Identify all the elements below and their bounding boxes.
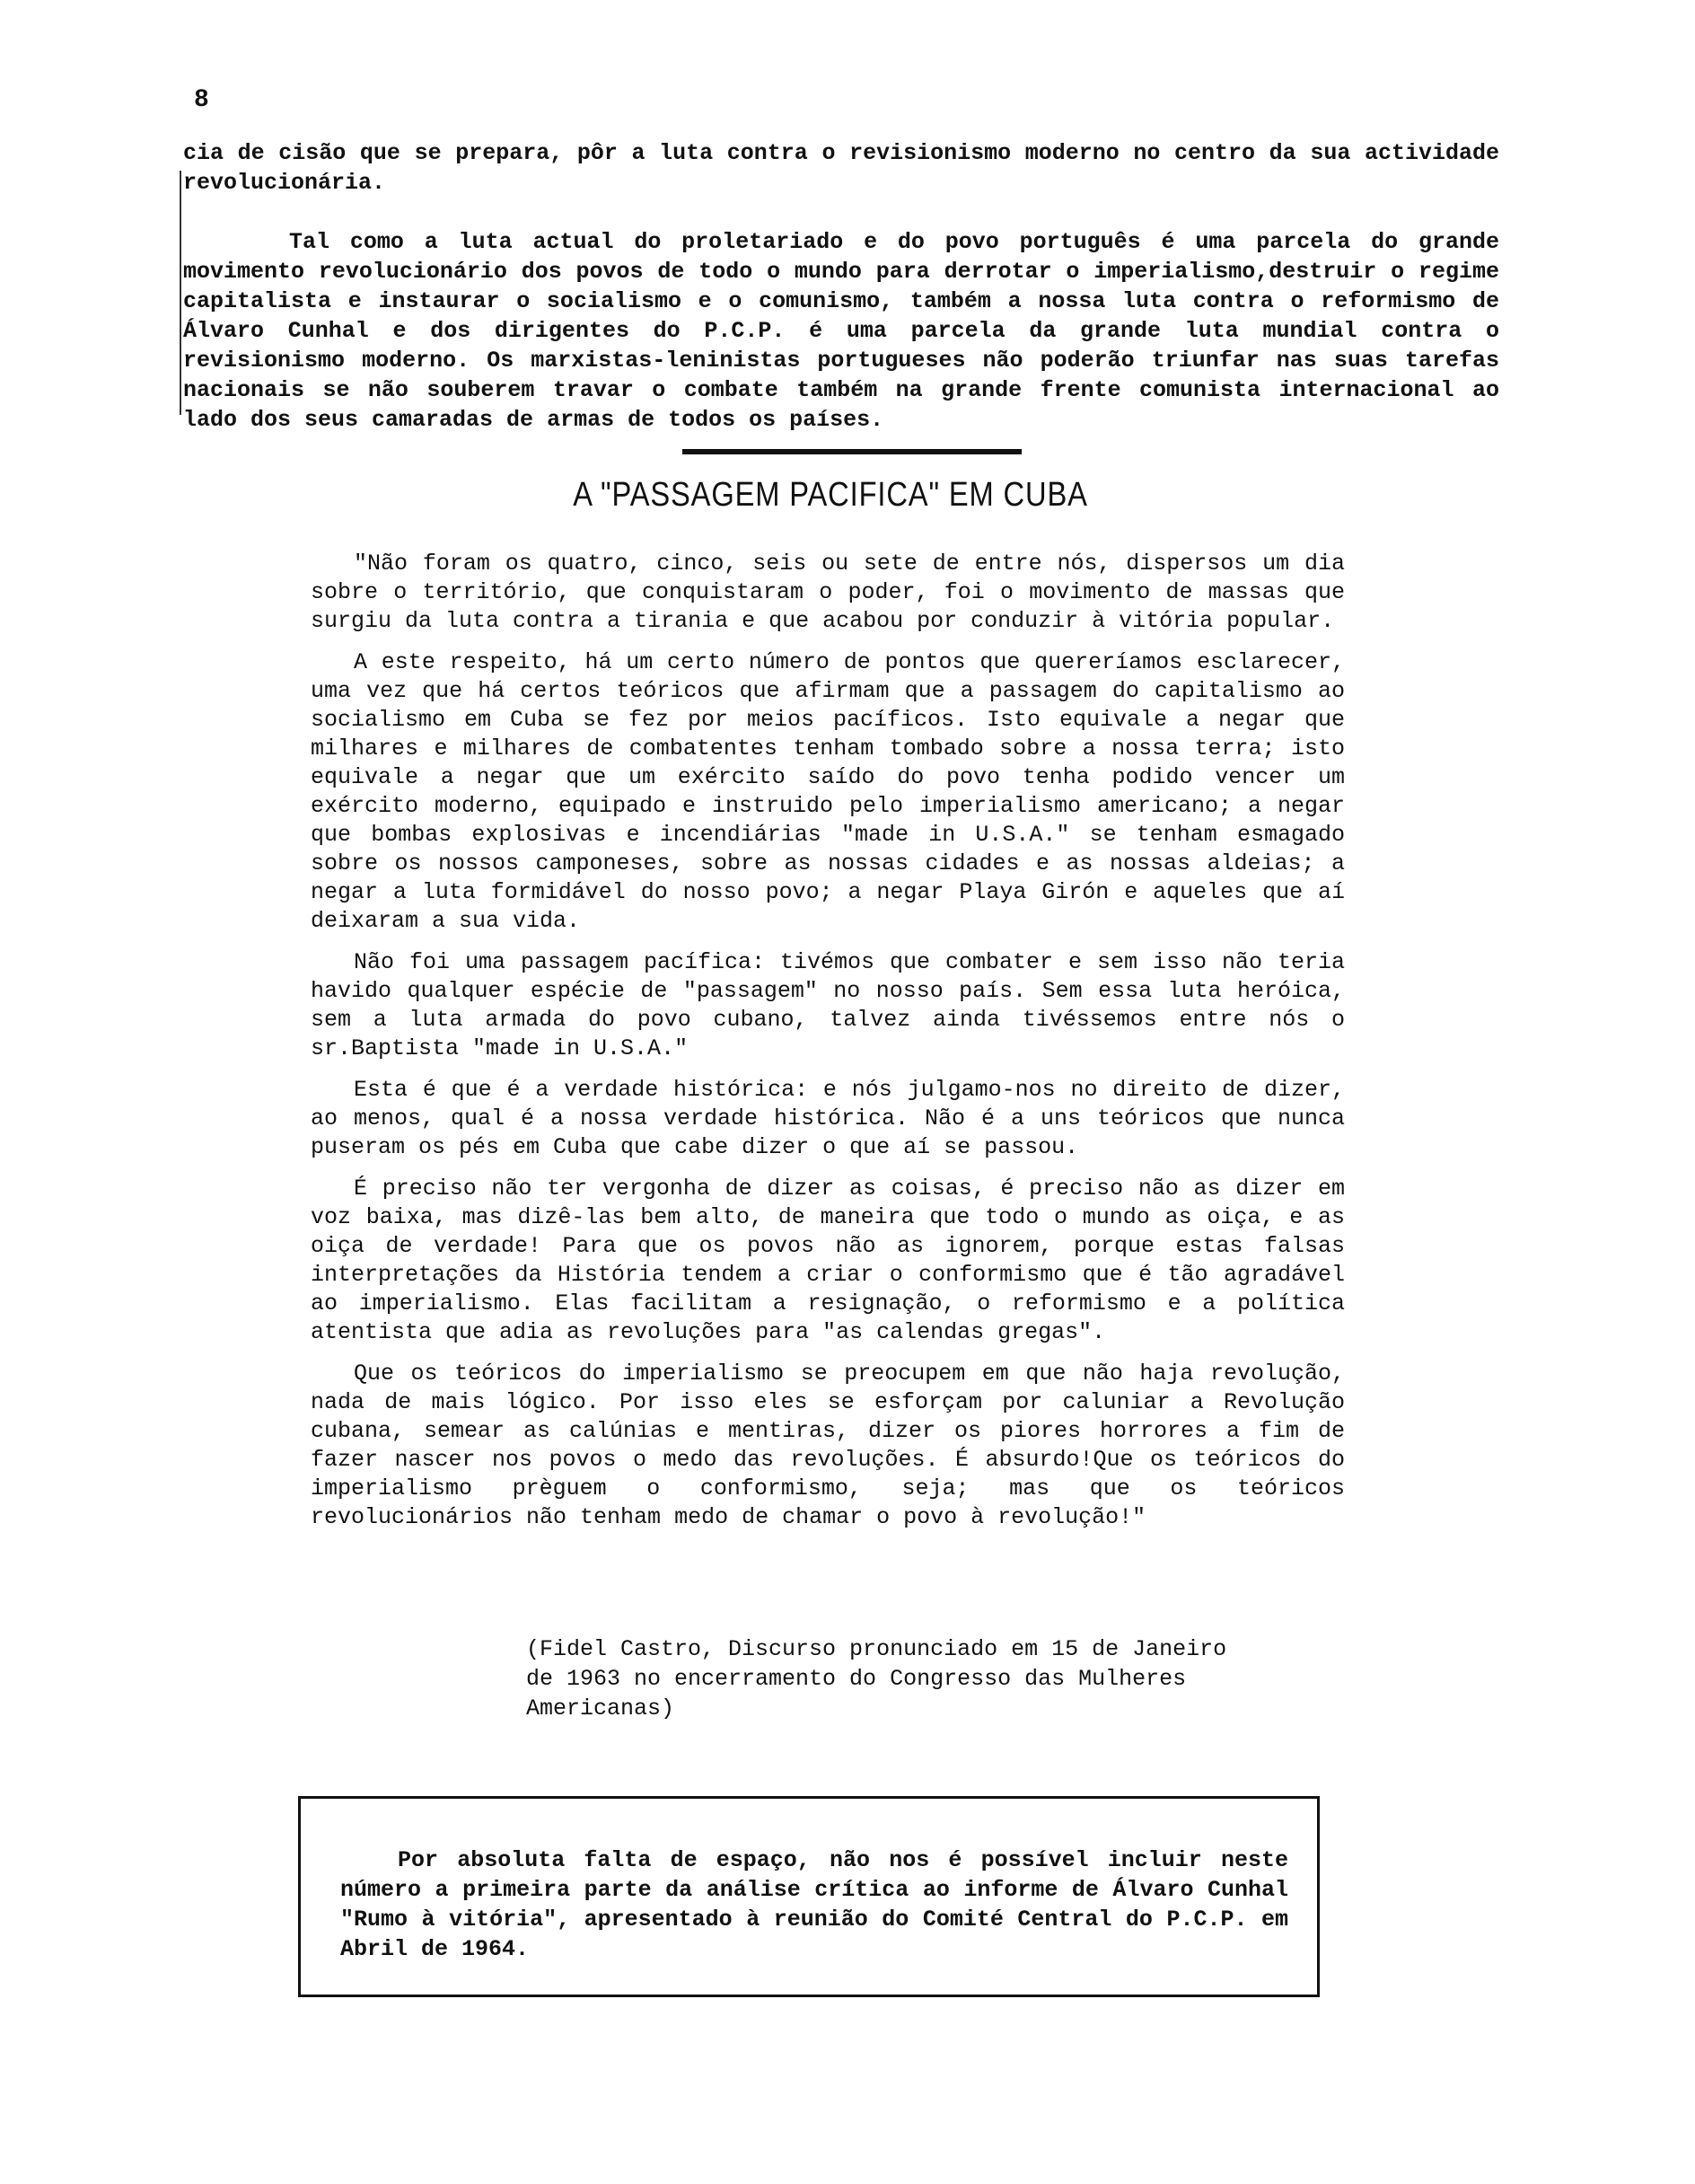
lead-paragraph-2: Tal como a luta actual do proletariado e do povo português é uma parcela do grande movimento revolucionário dos povos de todo o mundo para derrotar o imperialismo,destruir o regime capitalista e instaurar o socialismo e o comunismo, também a nossa luta contra o reformismo de Álvaro Cunhal e dos dirigentes do P.C.P. é uma parcela da grande luta mundial contra o revisionismo moderno. Os marxistas-leninistas portugueses não poderão triunfar nas suas tarefas nacionais se não souberem travar o combate também na grande frente comunista internacional ao lado dos seus camaradas de armas de todos os países.: [183, 229, 1514, 433]
quote-block: [311, 550, 1345, 1545]
margin-line: [180, 171, 181, 415]
quote-citation: (Fidel Castro, Discurso pronunciado em 15 de Janeiro de 1963 no encerramento do Congresso das Mulheres Americanas): [526, 1636, 1227, 1722]
editorial-note-text: Por absoluta falta de espaço, não nos é possível incluir neste número a primeira parte da análise crítica ao informe de Álvaro Cunhal "Rumo à vitória", apresentado à reunião do Comité Central do P.C.P. em Abril de 1964.: [340, 1847, 1288, 1962]
quote-paragraph-1: "Não foram os quatro, cinco, seis ou sete de entre nós, dispersos um dia sobre o território, que conquistaram o poder, foi o movimento de massas que surgiu da luta contra a tirania e que acabou por conduzir à vitória popular.: [311, 550, 1345, 634]
section-title: A "PASSAGEM PACIFICA" EM CUBA: [573, 476, 1088, 514]
quote-paragraph-6: Que os teóricos do imperialismo se preocupem em que não haja revolução, nada de mais lógico. Por isso eles se esforçam por caluniar a Revolução cubana, semear as calúnias e mentiras, dizer os piores horrores a fim de fazer nascer nos povos o medo das revoluções. É absurdo!Que os teóricos do imperialismo prèguem o conformismo, seja; mas que os teóricos revolucionários não tenham medo de chamar o povo à revolução!": [311, 1361, 1345, 1530]
quote-paragraph-2: A este respeito, há um certo número de pontos que quereríamos esclarecer, uma vez que há certos teóricos que afirmam que a passagem do capitalismo ao socialismo em Cuba se fez por meios pacíficos. Isto equivale a negar que milhares e milhares de combatentes tenham tombado sobre a nossa terra; isto equivale a negar que um exército saído do povo tenha podido vencer um exército moderno, equipado e instruido pelo imperialismo americano; a negar que bombas explosivas e incendiárias "made in U.S.A." se tenham esmagado sobre os nossos camponeses, sobre as nossas cidades e as nossas aldeias; a negar a luta formidável do nosso povo; a negar Playa Girón e aqueles que aí deixaram a sua vida.: [311, 649, 1345, 934]
quote-paragraph-4: Esta é que é a verdade histórica: e nós julgamo-nos no direito de dizer, ao menos, qual é a nossa verdade histórica. Não é a uns teóricos que nunca puseram os pés em Cuba que cabe dizer o que aí se passou.: [311, 1077, 1345, 1160]
quote-paragraph-3: Não foi uma passagem pacífica: tivémos que combater e sem isso não teria havido qualquer espécie de "passagem" no nosso país. Sem essa luta heróica, sem a luta armada do povo cubano, talvez ainda tivéssemos entre nós o sr.Baptista "made in U.S.A.": [311, 949, 1345, 1061]
quote-paragraph-5: É preciso não ter vergonha de dizer as coisas, é preciso não as dizer em voz baixa, mas dizê-las bem alto, de maneira que todo o mundo as oiça, e as oiça de verdade! Para que os povos não as ignorem, porque estas falsas interpretações da História tendem a criar o conformismo que é tão agradável ao imperialismo. Elas facilitam a resignação, o reformismo e a política atentista que adia as revoluções para "as calendas gregas".: [311, 1176, 1345, 1345]
section-divider: [682, 449, 1022, 454]
editorial-note-box: [298, 1796, 1320, 1997]
lead-paragraph-1: cia de cisão que se prepara, pôr a luta contra o revisionismo moderno no centro da sua actividade revolucionária.: [183, 140, 1514, 196]
page-number: 8: [194, 86, 209, 114]
lead-text: [183, 138, 1514, 435]
